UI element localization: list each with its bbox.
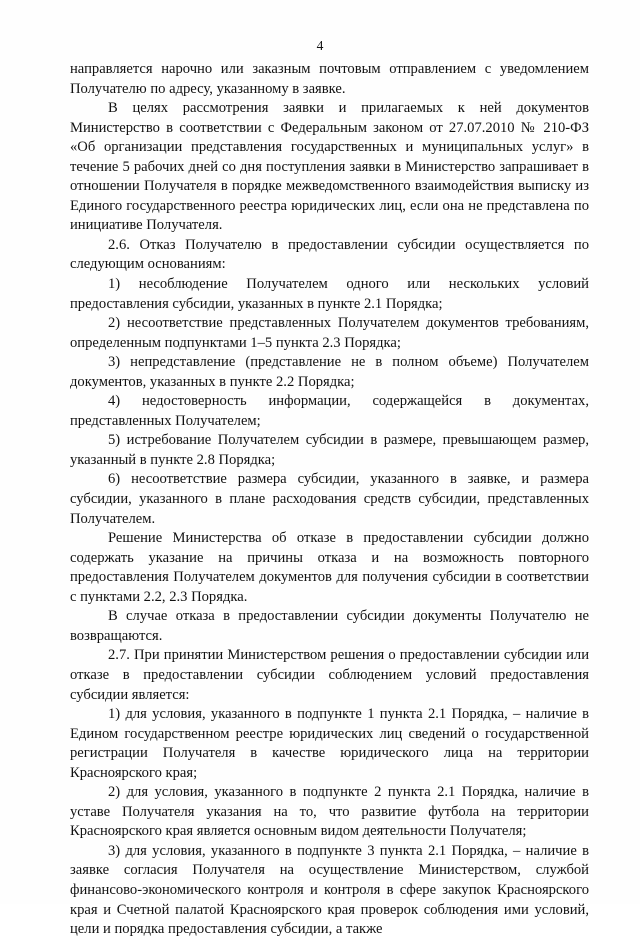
refusal-ground-3: 3) непредставление (представление не в полном объеме) Получателем документов, указанных в пункте 2.2 Порядка;: [70, 354, 589, 390]
refusal-ground-5: 5) истребование Получателем субсидии в размере, превышающем размер, указанный в пункте 2.8 Порядка;: [70, 432, 589, 468]
paragraph-continuation: направляется нарочно или заказным почтовым отправлением с уведомлением Получателю по адресу, указанному в заявке.: [70, 61, 589, 97]
refusal-ground-1: 1) несоблюдение Получателем одного или нескольких условий предоставления субсидии, указанных в пункте 2.1 Порядка;: [70, 276, 589, 312]
clause-2-7-heading: 2.7. При принятии Министерством решения о предоставлении субсидии или отказе в предоставлении субсидии соблюдением условий предоставления субсидии является:: [70, 647, 589, 703]
refusal-ground-2: 2) несоответствие представленных Получателем документов требованиям, определенным подпунктами 1–5 пункта 2.3 Порядка;: [70, 315, 589, 351]
refusal-ground-6: 6) несоответствие размера субсидии, указанного в заявке, и размера субсидии, указанного в плане расходования средств субсидии, представленных Получателем.: [70, 471, 589, 527]
condition-item-3: 3) для условия, указанного в подпункте 3 пункта 2.1 Порядка, – наличие в заявке согласия Получателя на осуществление Министерством, службой финансово-экономического контроля и контроля в сфере закупок Красноярского края и Счетной палатой Красноярского края проверок соблюдения ими условий, цели и порядка предоставления субсидии, а также: [70, 842, 589, 938]
condition-item-1: 1) для условия, указанного в подпункте 1 пункта 2.1 Порядка, – наличие в Едином государственном реестре юридических лиц сведений о государственной регистрации Получателя в качестве юридического лица на территории Красноярского края;: [70, 706, 589, 781]
refusal-ground-4: 4) недостоверность информации, содержащейся в документах, представленных Получателем;: [70, 393, 589, 429]
paragraph-documents-not-returned: В случае отказа в предоставлении субсидии документы Получателю не возвращаются.: [70, 608, 589, 644]
condition-item-2: 2) для условия, указанного в подпункте 2 пункта 2.1 Порядка, наличие в уставе Получателя указания на то, что развитие футбола на территории Красноярского края является основным видом деятельности Получателя;: [70, 784, 589, 840]
document-body: [70, 60, 589, 940]
clause-2-6-heading: 2.6. Отказ Получателю в предоставлении субсидии осуществляется по следующим основаниям:: [70, 236, 589, 273]
paragraph-interagency-request: В целях рассмотрения заявки и прилагаемых к ней документов Министерство в соответствии с Федеральным законом от 27.07.2010 № 210-ФЗ «Об организации представления государственных и муниципальных услуг» в течение 5 рабочих дней со дня поступления заявки в Министерство запрашивает в отношении Получателя в порядке межведомственного взаимодействия выписку из Единого государственного реестра юридических лиц, если она не представлена по инициативе Получателя.: [70, 100, 589, 234]
paragraph-refusal-decision: Решение Министерства об отказе в предоставлении субсидии должно содержать указание на причины отказа и на возможность повторного предоставления Получателем документов для получения субсидии в соответствии с пунктами 2.2, 2.3 Порядка.: [70, 530, 589, 605]
page-number: 4: [316, 38, 324, 53]
